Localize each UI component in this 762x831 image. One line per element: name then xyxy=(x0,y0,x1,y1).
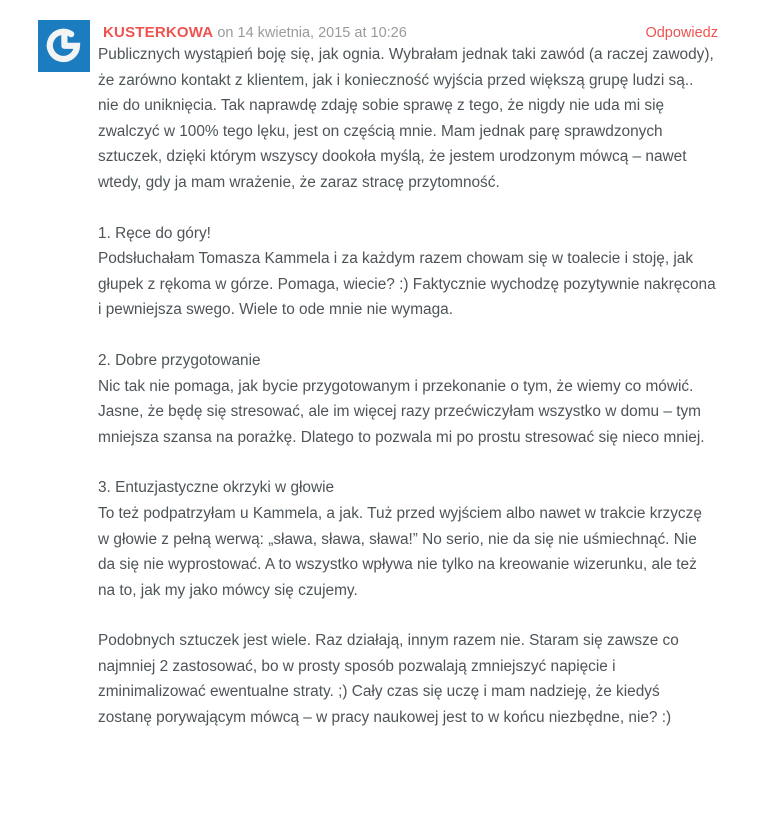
comment-paragraph: 2. Dobre przygotowanie Nic tak nie pomaga, jak bycie przygotowanym i przekonanie o tym, że wiemy co mówić. Jasne, że będę się stresować, ale im więcej razy przećwiczyłam wszystko w domu – tym mniejsza szansa na porażkę. Dlatego to pozwala mi po prostu stresować się nieco mniej. xyxy=(98,351,705,446)
reply-link[interactable]: Odpowiedz xyxy=(645,25,718,41)
avatar xyxy=(38,20,90,72)
comment-timestamp: on 14 kwietnia, 2015 at 10:26 xyxy=(217,25,407,41)
comment-body xyxy=(98,42,716,731)
comment-paragraph: Publicznych wystąpień boję się, jak ognia. Wybrałam jednak taki zawód (a raczej zawody), że zarówno kontakt z klientem, jak i konieczność wyjścia przed większą grupę ludzi są.. nie do uniknięcia. Tak naprawdę zdaję sobie sprawę z tego, że nigdy nie uda mi się zwalczyć w 100% tego lęku, jest on częścią mnie. Mam jednak parę sprawdzonych sztuczek, dzięki którym wszyscy dookoła myślą, że jestem urodzonym mówcą – nawet wtedy, gdy ja mam wrażenie, że zaraz stracę przytomność. xyxy=(98,46,714,191)
comment-author: KUSTERKOWA xyxy=(103,24,214,41)
comment-header xyxy=(103,22,718,44)
comment-paragraph: 3. Entuzjastyczne okrzyki w głowie To też podpatrzyłam u Kammela, a jak. Tuż przed wyjściem albo nawet w trakcie krzyczę w głowie z pełną werwą: „sława, sława, sława!” No serio, nie da się nie uśmiechnąć. Nie da się nie wyprostować. A to wszystko wpływa nie tylko na kreowanie wizerunku, ale też na to, jak my jako mówcy się czujemy. xyxy=(98,479,702,599)
comment-paragraph: Podobnych sztuczek jest wiele. Raz działają, innym razem nie. Staram się zawsze co najmniej 2 zastosować, bo w prosty sposób pozwalają zmniejszyć napięcie i zminimalizować ewentualne straty. ;) Cały czas się uczę i mam nadzieję, że kiedyś zostanę porywającym mówcą – w pracy naukowej jest to w końcu niezbędne, nie? :) xyxy=(98,632,679,727)
gravatar-default-logo-icon xyxy=(38,20,90,72)
comment-paragraph: 1. Ręce do góry! Podsłuchałam Tomasza Kammela i za każdym razem chowam się w toalecie i stoję, jak głupek z rękoma w górze. Pomaga, wiecie? :) Faktycznie wychodzę pozytywnie nakręcona i pewniejsza swego. Wiele to ode mnie nie wymaga. xyxy=(98,224,716,319)
